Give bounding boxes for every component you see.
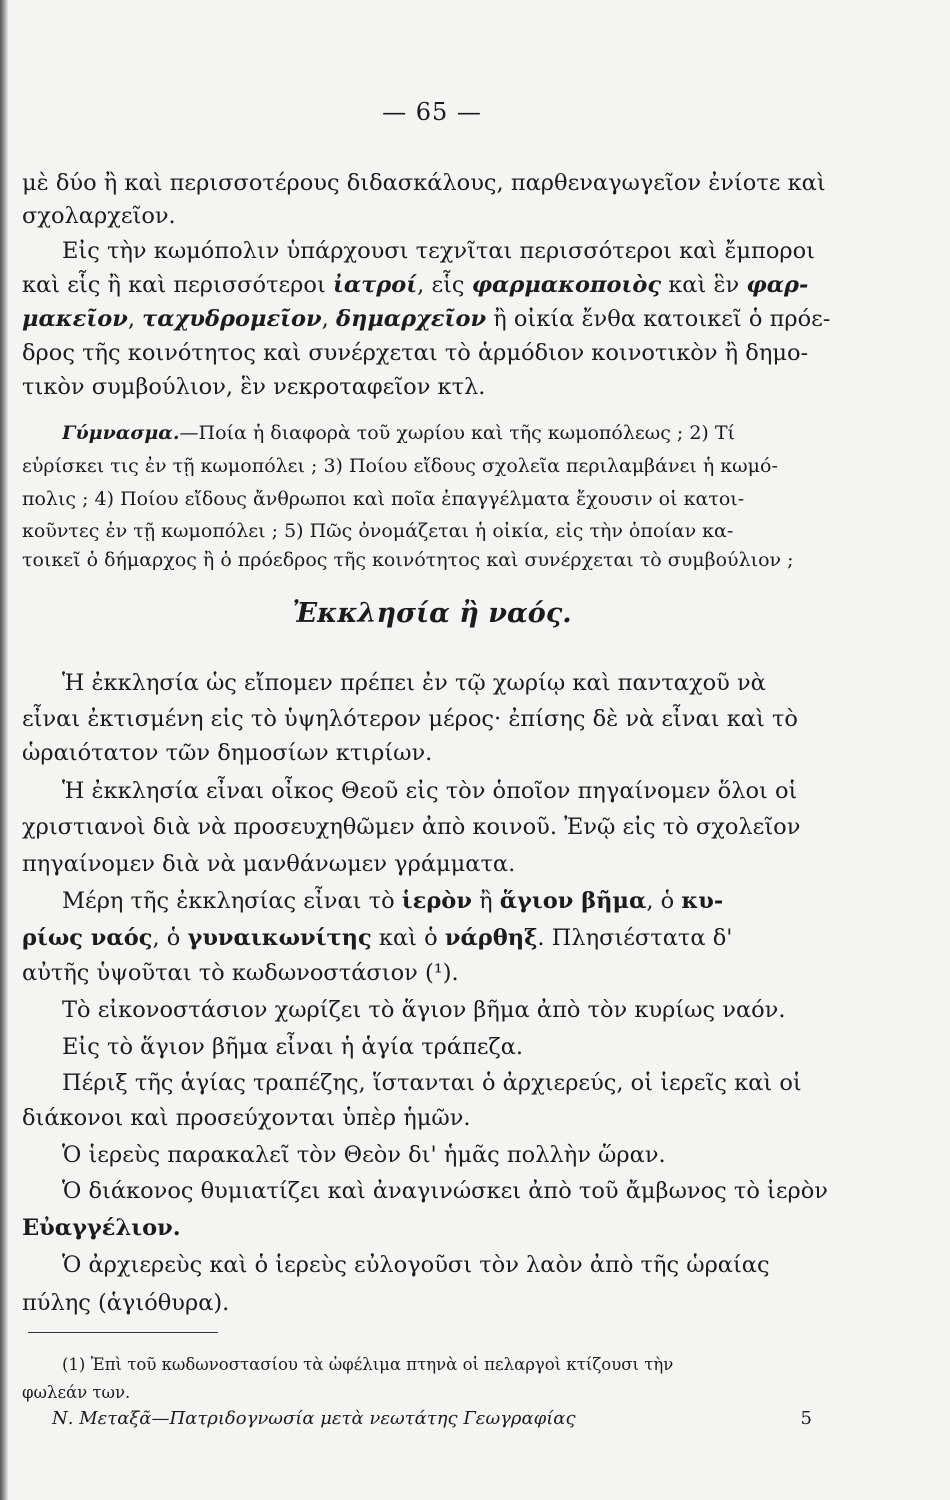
text-line: ρίως ναός, ὁ γυναικωνίτης καὶ ὁ νάρθηξ. Πλησιέστατα δ' xyxy=(22,925,733,951)
book-title: Ν. Μεταξᾶ—Πατριδογνωσία μετὰ νεωτάτης Γεωγραφίας xyxy=(52,1408,576,1429)
text-line: Ἡ ἐκκλησία εἶναι οἶκος Θεοῦ εἰς τὸν ὁποῖον πηγαίνομεν ὅλοι οἱ xyxy=(62,778,798,804)
exercise-line: Γύμνασμα.—Ποία ἡ διαφορὰ τοῦ χωρίου καὶ τῆς κωμοπόλεως ; 2) Τί xyxy=(62,422,736,444)
text-line: Ὁ ἀρχιερεὺς καὶ ὁ ἱερεὺς εὐλογοῦσι τὸν λαὸν ἀπὸ τῆς ὡραίας xyxy=(62,1252,770,1278)
text-line: σχολαρχεῖον. xyxy=(22,203,176,229)
term-dimarcheion: δημαρχεῖον xyxy=(335,306,487,332)
text-line: Μέρη τῆς ἐκκλησίας εἶναι τὸ ἱερὸν ἢ ἅγιον βῆμα, ὁ κυ- xyxy=(62,888,724,914)
term-gynaikonitis: γυναικωνίτης xyxy=(187,925,372,951)
text-line: Ἡ ἐκκλησία ὡς εἴπομεν πρέπει ἐν τῷ χωρίῳ καὶ πανταχοῦ νὰ xyxy=(62,670,766,696)
term-tachydromeion: ταχυδρομεῖον xyxy=(142,306,322,332)
exercise-line: πολις ; 4) Ποίου εἴδους ἄνθρωποι καὶ ποῖα ἐπαγγέλματα ἔχουσιν οἱ κατοι- xyxy=(22,488,745,510)
footnote-line: (1) Ἐπὶ τοῦ κωδωνοστασίου τὰ ὠφέλιμα πτηνὰ οἱ πελαργοὶ κτίζουσι τὴν xyxy=(62,1355,674,1374)
term-agion-vima: ἅγιον βῆμα xyxy=(499,888,647,914)
text-line: μὲ δύο ἢ καὶ περισσοτέρους διδασκάλους, παρθεναγωγεῖον ἐνίοτε καὶ xyxy=(22,170,826,196)
term-narthex: νάρθηξ xyxy=(444,925,538,951)
footnote-rule xyxy=(28,1332,218,1333)
text-line: χριστιανοὶ διὰ νὰ προσευχηθῶμεν ἀπὸ κοινοῦ. Ἐνῷ εἰς τὸ σχολεῖον xyxy=(22,814,801,840)
section-heading: Ἐκκλησία ἢ ναός. xyxy=(292,598,572,629)
text-line: πύλης (ἁγιόθυρα). xyxy=(22,1290,230,1316)
exercise-line: εὑρίσκει τις ἐν τῇ κωμοπόλει ; 3) Ποίου εἴδους σχολεῖα περιλαμβάνει ἡ κωμό- xyxy=(22,455,778,477)
text-line: πηγαίνομεν διὰ νὰ μανθάνωμεν γράμματα. xyxy=(22,851,516,877)
term-farmakeion-end: μακεῖον xyxy=(22,306,128,332)
term-ieron: ἱερὸν xyxy=(401,888,472,914)
text-line: διάκονοι καὶ προσεύχονται ὑπὲρ ἡμῶν. xyxy=(22,1105,471,1131)
page-footer xyxy=(52,1408,822,1429)
footnote-line: φωλεάν των. xyxy=(22,1383,131,1402)
exercise-line: τοικεῖ ὁ δήμαρχος ἢ ὁ πρόεδρος τῆς κοινότητος καὶ συνέρχεται τὸ συμβούλιον ; xyxy=(22,549,794,571)
term-kyrios-naos: ρίως ναός xyxy=(22,925,153,951)
signature-mark: 5 xyxy=(800,1408,812,1429)
term-farmakopoios: φαρμακοποιὸς xyxy=(471,272,662,298)
term-farmakeion-part: φαρ- xyxy=(746,272,809,298)
term-kyrios-part: κυ- xyxy=(681,888,724,914)
text-line: Εἰς τὸ ἅγιον βῆμα εἶναι ἡ ἁγία τράπεζα. xyxy=(62,1034,524,1060)
text-line: Ὁ διάκονος θυμιατίζει καὶ ἀναγινώσκει ἀπὸ τοῦ ἄμβωνος τὸ ἱερὸν xyxy=(62,1178,828,1204)
exercise-label: Γύμνασμα. xyxy=(62,422,180,444)
book-page xyxy=(22,0,842,1500)
text-line: μακεῖον, ταχυδρομεῖον, δημαρχεῖον ἢ οἰκία ἔνθα κατοικεῖ ὁ πρόε- xyxy=(22,306,831,332)
text-line: καὶ εἷς ἢ καὶ περισσότεροι ἰατροί, εἷς φαρμακοποιὸς καὶ ἓν φαρ- xyxy=(22,272,809,298)
term-iatroi: ἰατροί xyxy=(332,272,418,298)
text-line: ὡραιότατον τῶν δημοσίων κτιρίων. xyxy=(22,740,433,766)
term-evangelion: Εὐαγγέλιον. xyxy=(22,1215,181,1241)
exercise-line: κοῦντες ἐν τῇ κωμοπόλει ; 5) Πῶς ὀνομάζεται ἡ οἰκία, εἰς τὴν ὁποίαν κα- xyxy=(22,520,734,542)
text-line: Ὁ ἱερεὺς παρακαλεῖ τὸν Θεὸν δι' ἡμᾶς πολλὴν ὥραν. xyxy=(62,1142,666,1168)
text-line: εἶναι ἐκτισμένη εἰς τὸ ὑψηλότερον μέρος· ἐπίσης δὲ νὰ εἶναι καὶ τὸ xyxy=(22,706,798,732)
text-line: αὐτῆς ὑψοῦται τὸ κωδωνοστάσιον (¹). xyxy=(22,960,459,986)
page-number: — 65 — xyxy=(382,98,482,126)
text-line: δρος τῆς κοινότητος καὶ συνέρχεται τὸ ἁρμόδιον κοινοτικὸν ἢ δημο- xyxy=(22,340,809,366)
text-line: Τὸ εἰκονοστάσιον χωρίζει τὸ ἅγιον βῆμα ἀπὸ τὸν κυρίως ναόν. xyxy=(62,997,786,1023)
text-line: Εἰς τὴν κωμόπολιν ὑπάρχουσι τεχνῖται περισσότεροι καὶ ἔμποροι xyxy=(62,238,815,264)
text-line: Πέριξ τῆς ἁγίας τραπέζης, ἵστανται ὁ ἀρχιερεύς, οἱ ἱερεῖς καὶ οἱ xyxy=(62,1070,802,1096)
book-spine-edge xyxy=(0,0,8,1500)
text-line: τικὸν συμβούλιον, ἓν νεκροταφεῖον κτλ. xyxy=(22,374,486,400)
